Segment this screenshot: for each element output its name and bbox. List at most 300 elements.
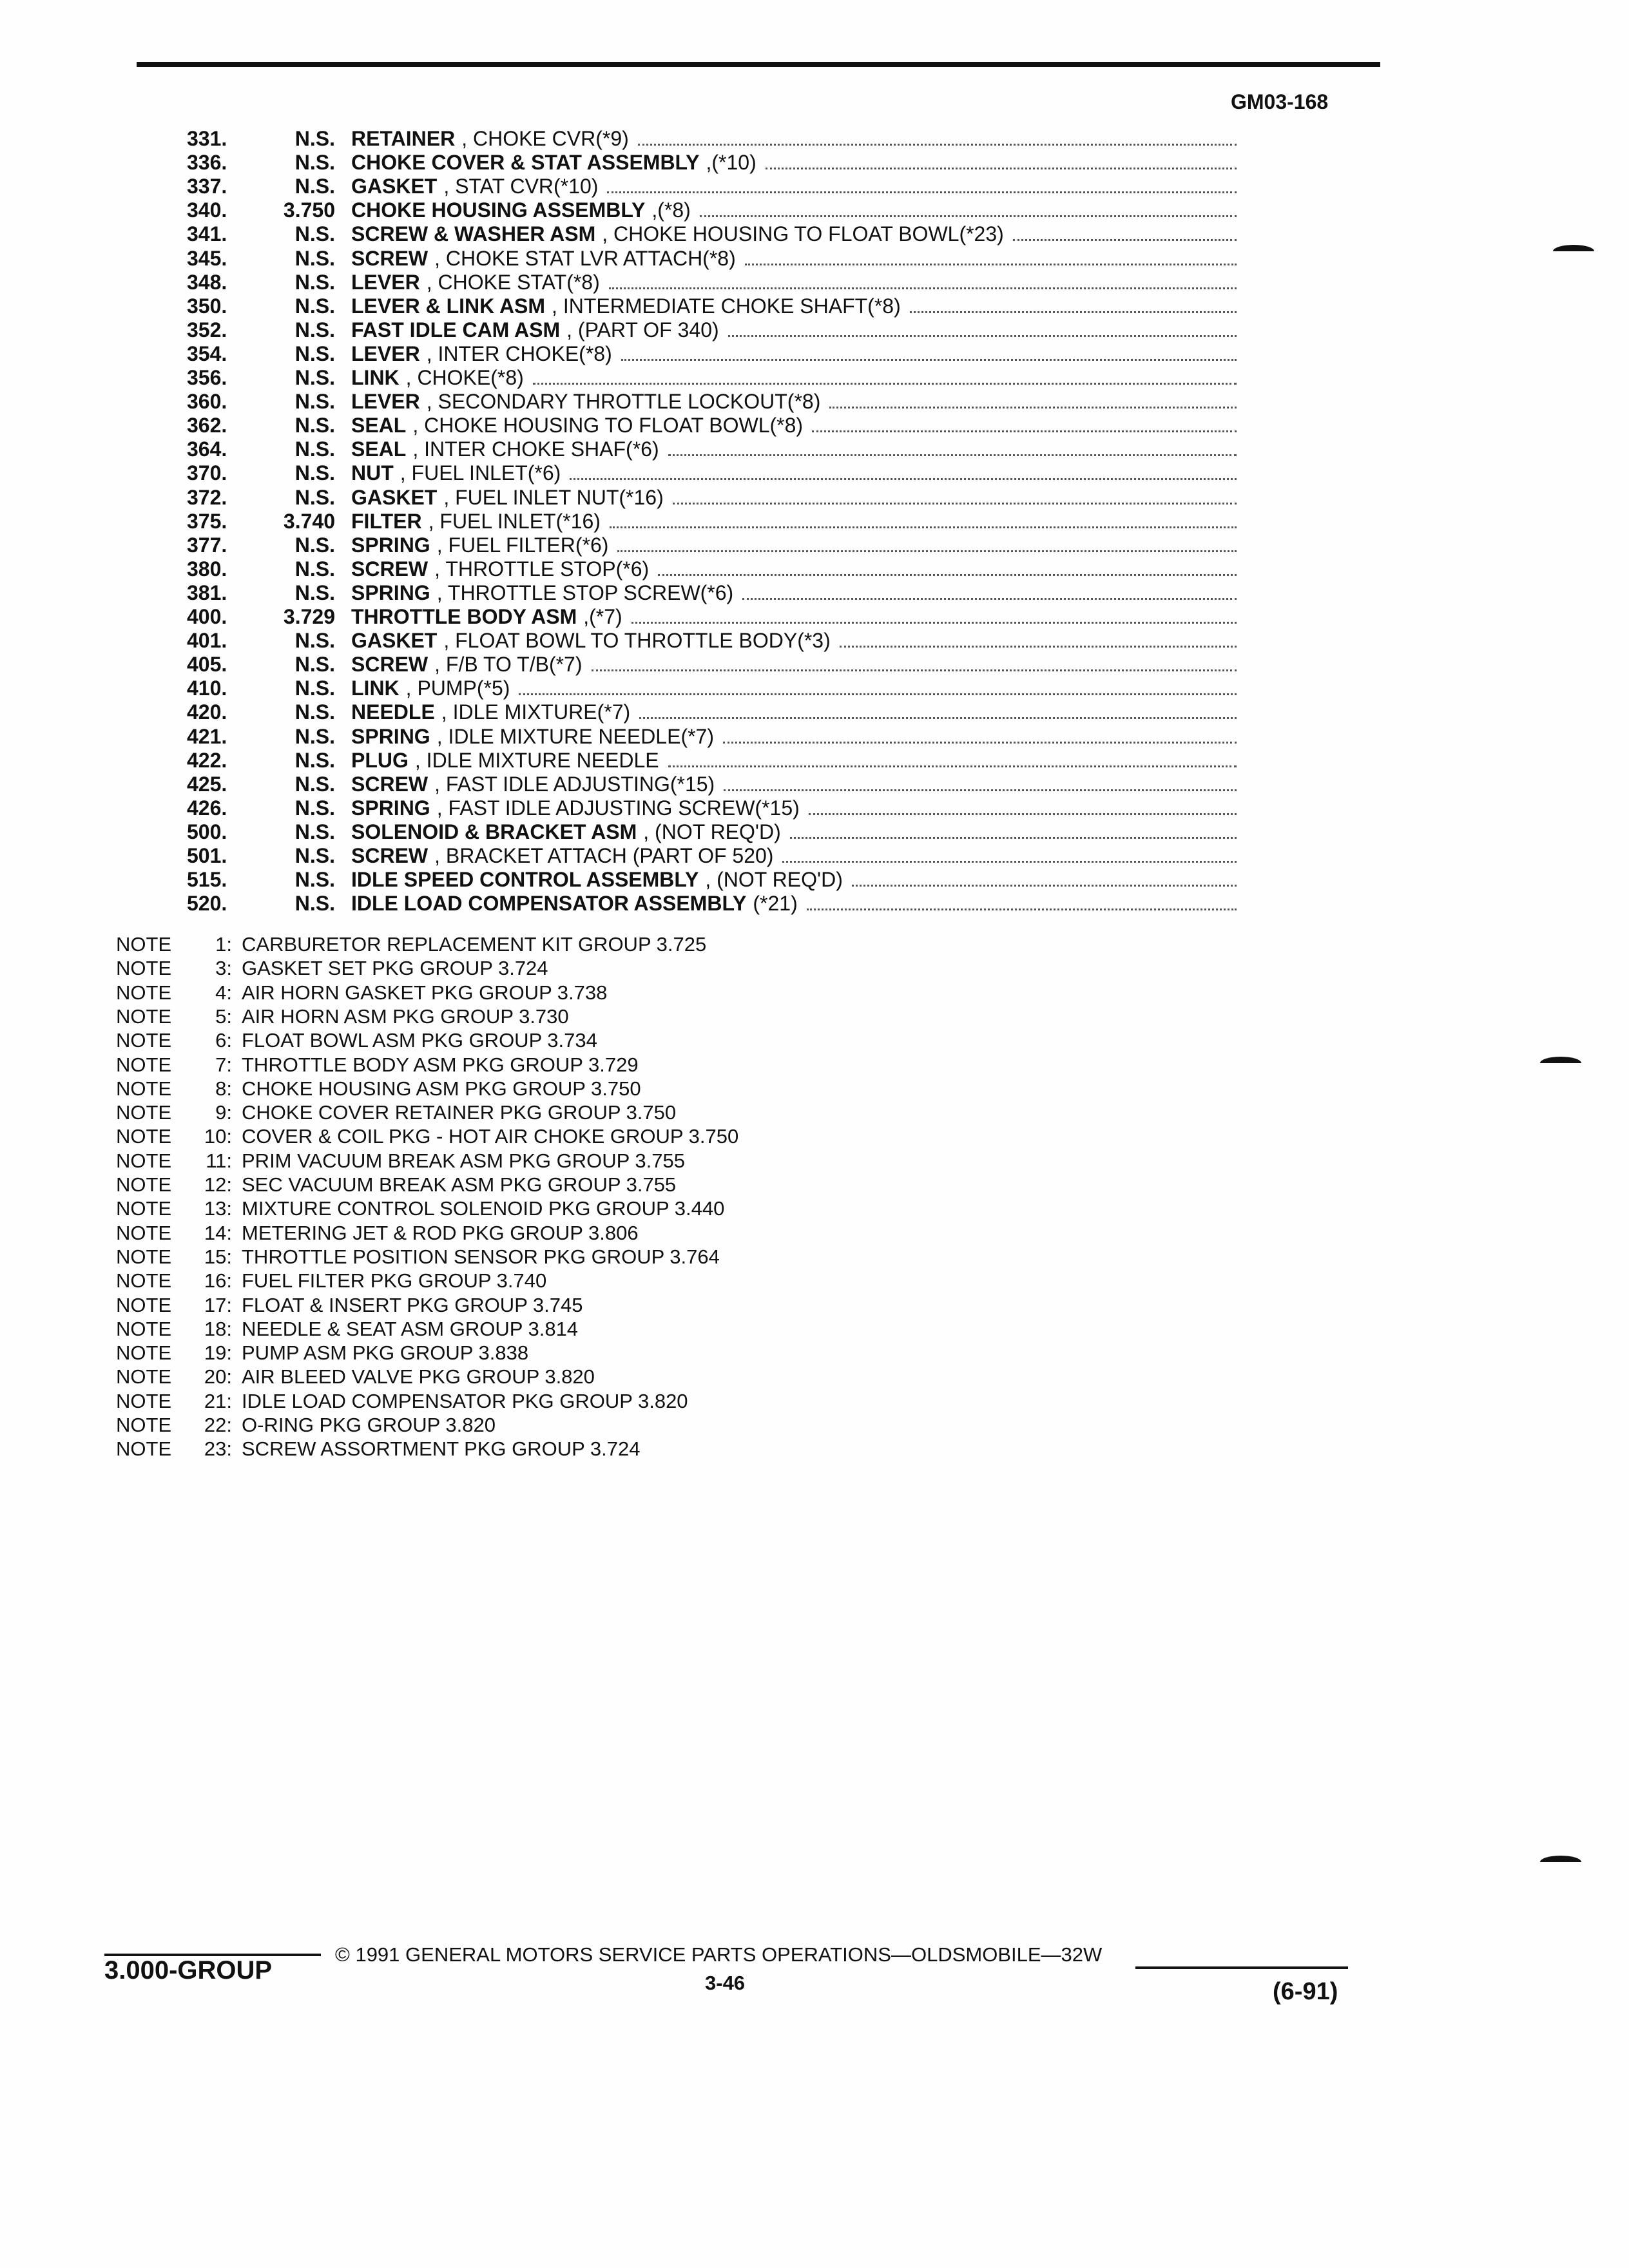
part-name: SCREW [351, 653, 429, 677]
part-group-code: N.S. [294, 222, 335, 246]
part-description [351, 413, 1240, 438]
part-group-code: N.S. [294, 868, 335, 892]
part-row [0, 246, 1629, 271]
note-text: IDLE LOAD COMPENSATOR PKG GROUP 3.820 [242, 1389, 688, 1412]
part-name: IDLE SPEED CONTROL ASSEMBLY [351, 868, 699, 892]
note-text: COVER & COIL PKG - HOT AIR CHOKE GROUP 3.750 [242, 1125, 739, 1148]
part-number: 375. [187, 509, 227, 533]
note-text: THROTTLE POSITION SENSOR PKG GROUP 3.764 [242, 1245, 720, 1268]
part-detail: , FAST IDLE ADJUSTING SCREW(*15) [436, 796, 800, 820]
part-name: SPRING [351, 724, 430, 748]
dot-leader [745, 264, 1237, 265]
part-name: LINK [351, 677, 400, 700]
part-detail: , IDLE MIXTURE NEEDLE(*7) [436, 724, 714, 748]
dot-leader [723, 742, 1237, 744]
part-detail: , STAT CVR(*10) [443, 175, 599, 198]
note-number: 4: [215, 981, 232, 1004]
part-row [0, 604, 1629, 629]
part-row [0, 748, 1629, 773]
part-number: 348. [187, 270, 227, 294]
part-row [0, 628, 1629, 653]
part-number: 380. [187, 557, 227, 581]
note-number: 16: [204, 1269, 232, 1293]
dot-leader [700, 215, 1237, 217]
part-detail: , SECONDARY THROTTLE LOCKOUT(*8) [426, 390, 821, 414]
part-number: 501. [187, 844, 227, 867]
part-row [0, 485, 1629, 510]
part-detail: ,(*7) [583, 605, 622, 628]
part-name: SCREW [351, 772, 429, 796]
note-label: NOTE [116, 1029, 172, 1052]
note-text: NEEDLE & SEAT ASM GROUP 3.814 [242, 1317, 579, 1340]
note-number: 12: [204, 1173, 232, 1196]
part-name: SCREW & WASHER ASM [351, 222, 596, 246]
part-row [0, 413, 1629, 437]
note-text: PRIM VACUUM BREAK ASM PKG GROUP 3.755 [242, 1149, 685, 1172]
part-description [351, 557, 1240, 582]
part-description [351, 700, 1240, 725]
part-group-code: N.S. [294, 341, 335, 365]
dot-leader [617, 550, 1237, 552]
part-detail: , THROTTLE STOP(*6) [434, 557, 650, 581]
dot-leader [1013, 239, 1237, 241]
part-description [351, 270, 1240, 295]
group-label: 3.000-GROUP [104, 1956, 273, 1984]
part-number: 500. [187, 820, 227, 843]
part-description [351, 198, 1240, 223]
part-group-code: N.S. [294, 366, 335, 389]
part-description [351, 796, 1240, 821]
dot-leader [809, 813, 1237, 815]
note-number: 6: [215, 1029, 232, 1052]
part-name: SCREW [351, 557, 429, 581]
part-name: LEVER [351, 341, 420, 365]
part-number: 372. [187, 485, 227, 509]
note-text: GASKET SET PKG GROUP 3.724 [242, 957, 548, 980]
part-group-code: N.S. [294, 294, 335, 318]
part-group-code: N.S. [294, 629, 335, 653]
note-number: 17: [204, 1293, 232, 1316]
part-group-code: N.S. [294, 820, 335, 843]
part-description [351, 581, 1240, 606]
part-number: 356. [187, 366, 227, 389]
part-name: GASKET [351, 485, 438, 509]
part-detail: , CHOKE STAT LVR ATTACH(*8) [434, 246, 736, 270]
part-number: 354. [187, 341, 227, 365]
dot-leader [519, 693, 1237, 695]
part-group-code: N.S. [294, 772, 335, 796]
dot-leader [782, 861, 1237, 863]
part-group-code: N.S. [294, 724, 335, 748]
part-row [0, 533, 1629, 557]
part-name: LEVER [351, 270, 420, 294]
note-text: MIXTURE CONTROL SOLENOID PKG GROUP 3.440 [242, 1197, 725, 1220]
part-name: SEAL [351, 414, 407, 437]
part-row [0, 724, 1629, 749]
part-number: 405. [187, 653, 227, 677]
dot-leader [533, 383, 1237, 385]
note-text: SCREW ASSORTMENT PKG GROUP 3.724 [242, 1437, 641, 1461]
note-text: FLOAT BOWL ASM PKG GROUP 3.734 [242, 1029, 597, 1052]
part-group-code: N.S. [294, 653, 335, 677]
dot-leader [621, 359, 1237, 361]
note-number: 15: [204, 1245, 232, 1268]
top-rule [137, 62, 1380, 67]
note-text: O-RING PKG GROUP 3.820 [242, 1414, 496, 1436]
part-detail: , (NOT REQ'D) [643, 820, 781, 843]
part-group-code: N.S. [294, 151, 335, 175]
part-detail: , CHOKE STAT(*8) [426, 270, 600, 294]
note-number: 13: [204, 1197, 232, 1220]
part-detail: , IDLE MIXTURE(*7) [441, 700, 631, 724]
part-description [351, 461, 1240, 486]
note-text: CARBURETOR REPLACEMENT KIT GROUP 3.725 [242, 933, 707, 956]
dot-leader [592, 669, 1237, 671]
part-name: SEAL [351, 437, 407, 461]
note-text: AIR HORN ASM PKG GROUP 3.730 [242, 1004, 569, 1028]
part-description [351, 318, 1240, 343]
part-name: PLUG [351, 748, 409, 772]
dot-leader [668, 454, 1237, 456]
part-detail: , F/B TO T/B(*7) [434, 653, 583, 677]
dot-leader [766, 168, 1237, 169]
note-number: 9: [215, 1101, 232, 1124]
part-detail: , CHOKE CVR(*9) [461, 127, 629, 150]
part-description [351, 867, 1240, 892]
part-group-code: N.S. [294, 892, 335, 916]
note-text: METERING JET & ROD PKG GROUP 3.806 [242, 1221, 639, 1244]
part-row [0, 270, 1629, 294]
part-detail: , FAST IDLE ADJUSTING(*15) [434, 772, 715, 796]
note-number: 20: [204, 1365, 232, 1389]
part-group-code: 3.740 [283, 509, 335, 533]
part-detail: , FUEL INLET(*6) [400, 461, 561, 485]
part-name: GASKET [351, 629, 438, 653]
note-label: NOTE [116, 1437, 172, 1461]
part-description [351, 820, 1240, 845]
note-number: 18: [204, 1317, 232, 1340]
part-number: 515. [187, 868, 227, 892]
part-name: LEVER & LINK ASM [351, 294, 546, 318]
part-row [0, 389, 1629, 414]
part-name: LEVER [351, 390, 420, 414]
part-row [0, 509, 1629, 533]
part-name: CHOKE HOUSING ASSEMBLY [351, 198, 646, 222]
part-number: 421. [187, 724, 227, 748]
dot-leader [910, 311, 1237, 313]
part-group-code: N.S. [294, 796, 335, 820]
part-number: 362. [187, 414, 227, 437]
note-text: CHOKE COVER RETAINER PKG GROUP 3.750 [242, 1101, 677, 1124]
part-group-code: N.S. [294, 557, 335, 581]
part-row [0, 222, 1629, 246]
part-detail: , (PART OF 340) [566, 318, 719, 341]
note-number: 22: [204, 1414, 232, 1436]
part-description [351, 222, 1240, 247]
note-label: NOTE [116, 957, 172, 980]
note-label: NOTE [116, 1269, 172, 1293]
copyright-line: © 1991 GENERAL MOTORS SERVICE PARTS OPERATIONS—OLDSMOBILE—32W [335, 1943, 1103, 1966]
part-detail: , IDLE MIXTURE NEEDLE [414, 748, 659, 772]
note-text: CHOKE HOUSING ASM PKG GROUP 3.750 [242, 1077, 641, 1100]
part-name: IDLE LOAD COMPENSATOR ASSEMBLY [351, 892, 747, 916]
part-row [0, 150, 1629, 175]
part-row [0, 676, 1629, 700]
note-label: NOTE [116, 1317, 172, 1340]
part-group-code: 3.729 [283, 605, 335, 628]
revision-date: (6-91) [1273, 1978, 1338, 2005]
dot-leader [829, 407, 1237, 408]
part-detail: , PUMP(*5) [405, 677, 510, 700]
note-text: AIR HORN GASKET PKG GROUP 3.738 [242, 981, 608, 1004]
part-group-code: N.S. [294, 485, 335, 509]
part-row [0, 652, 1629, 677]
part-group-code: 3.750 [283, 198, 335, 222]
part-description [351, 174, 1240, 199]
part-row [0, 437, 1629, 461]
note-text: SEC VACUUM BREAK ASM PKG GROUP 3.755 [242, 1173, 677, 1196]
part-detail: , INTER CHOKE(*8) [426, 341, 612, 365]
part-name: SPRING [351, 533, 430, 557]
part-description [351, 294, 1240, 319]
part-description [351, 533, 1240, 558]
note-label: NOTE [116, 981, 172, 1004]
part-number: 360. [187, 390, 227, 414]
part-row [0, 341, 1629, 366]
part-number: 370. [187, 461, 227, 485]
part-name: GASKET [351, 175, 438, 198]
note-number: 23: [204, 1437, 232, 1461]
note-label: NOTE [116, 1197, 172, 1220]
part-number: 337. [187, 175, 227, 198]
part-detail: , FUEL FILTER(*6) [436, 533, 609, 557]
part-name: SCREW [351, 246, 429, 270]
note-label: NOTE [116, 1053, 172, 1076]
part-description [351, 485, 1240, 510]
part-name: FAST IDLE CAM ASM [351, 318, 561, 341]
dot-leader [668, 765, 1237, 767]
note-number: 7: [215, 1053, 232, 1076]
part-name: CHOKE COVER & STAT ASSEMBLY [351, 151, 700, 175]
part-number: 520. [187, 892, 227, 916]
document-code: GM03-168 [1231, 90, 1329, 113]
dot-leader [673, 503, 1237, 505]
part-number: 401. [187, 629, 227, 653]
part-number: 350. [187, 294, 227, 318]
part-name: FILTER [351, 509, 422, 533]
part-description [351, 365, 1240, 390]
dot-leader [639, 717, 1237, 719]
part-detail: , FUEL INLET(*16) [428, 509, 601, 533]
part-detail: ,(*8) [651, 198, 691, 222]
part-row [0, 843, 1629, 868]
part-row [0, 581, 1629, 605]
note-number: 11: [206, 1149, 232, 1172]
part-description [351, 748, 1240, 773]
part-number: 400. [187, 605, 227, 628]
page-number: 3-46 [705, 1972, 746, 1994]
part-group-code: N.S. [294, 844, 335, 867]
part-group-code: N.S. [294, 414, 335, 437]
part-description [351, 389, 1240, 414]
part-number: 422. [187, 748, 227, 772]
part-detail: (*21) [753, 892, 798, 916]
note-label: NOTE [116, 1101, 172, 1124]
dot-leader [724, 789, 1237, 791]
note-label: NOTE [116, 1221, 172, 1244]
dot-leader [631, 622, 1237, 624]
part-row [0, 198, 1629, 222]
part-row [0, 796, 1629, 820]
part-group-code: N.S. [294, 748, 335, 772]
part-description [351, 604, 1240, 629]
note-label: NOTE [116, 1414, 172, 1436]
dot-leader [609, 287, 1237, 289]
note-label: NOTE [116, 1389, 172, 1412]
part-number: 345. [187, 246, 227, 270]
note-text: FUEL FILTER PKG GROUP 3.740 [242, 1269, 547, 1293]
note-number: 14: [204, 1221, 232, 1244]
note-text: AIR BLEED VALVE PKG GROUP 3.820 [242, 1365, 595, 1389]
part-number: 426. [187, 796, 227, 820]
part-number: 340. [187, 198, 227, 222]
dot-leader [840, 646, 1237, 648]
part-row [0, 867, 1629, 892]
note-label: NOTE [116, 1125, 172, 1148]
part-name: SPRING [351, 796, 430, 820]
part-detail: , BRACKET ATTACH (PART OF 520) [434, 844, 774, 867]
dot-leader [812, 430, 1237, 432]
part-description [351, 628, 1240, 653]
footer-rule [1135, 1966, 1348, 1969]
part-row [0, 772, 1629, 796]
part-detail: , (NOT REQ'D) [705, 868, 843, 892]
part-number: 381. [187, 581, 227, 604]
note-number: 1: [215, 933, 232, 956]
part-group-code: N.S. [294, 437, 335, 461]
part-number: 331. [187, 127, 227, 150]
part-description [351, 150, 1240, 175]
part-detail: , INTERMEDIATE CHOKE SHAFT(*8) [552, 294, 901, 318]
part-description [351, 891, 1240, 916]
part-number: 336. [187, 151, 227, 175]
part-group-code: N.S. [294, 318, 335, 341]
part-group-code: N.S. [294, 390, 335, 414]
binder-mark [1540, 1057, 1581, 1063]
part-name: SCREW [351, 844, 429, 867]
part-number: 425. [187, 772, 227, 796]
part-number: 341. [187, 222, 227, 246]
part-detail: , FUEL INLET NUT(*16) [443, 485, 664, 509]
part-detail: , CHOKE HOUSING TO FLOAT BOWL(*23) [602, 222, 1004, 246]
note-number: 3: [215, 957, 232, 980]
part-description [351, 772, 1240, 797]
part-row [0, 318, 1629, 342]
part-group-code: N.S. [294, 175, 335, 198]
part-row [0, 126, 1629, 151]
part-row [0, 174, 1629, 198]
part-description [351, 676, 1240, 701]
dot-leader [728, 335, 1237, 337]
part-name: SOLENOID & BRACKET ASM [351, 820, 637, 843]
note-label: NOTE [116, 1173, 172, 1196]
note-label: NOTE [116, 1341, 172, 1365]
note-label: NOTE [116, 1293, 172, 1316]
note-number: 5: [215, 1004, 232, 1028]
note-text: THROTTLE BODY ASM PKG GROUP 3.729 [242, 1053, 639, 1076]
dot-leader [570, 478, 1237, 480]
part-group-code: N.S. [294, 246, 335, 270]
part-description [351, 843, 1240, 869]
note-number: 8: [215, 1077, 232, 1100]
part-name: NEEDLE [351, 700, 435, 724]
note-label: NOTE [116, 933, 172, 956]
part-detail: , INTER CHOKE SHAF(*6) [412, 437, 659, 461]
note-number: 21: [204, 1389, 232, 1412]
part-description [351, 724, 1240, 749]
part-number: 377. [187, 533, 227, 557]
dot-leader [742, 598, 1237, 600]
part-detail: , THROTTLE STOP SCREW(*6) [436, 581, 734, 604]
part-group-code: N.S. [294, 700, 335, 724]
part-description [351, 341, 1240, 367]
note-text: PUMP ASM PKG GROUP 3.838 [242, 1341, 529, 1365]
part-detail: , FLOAT BOWL TO THROTTLE BODY(*3) [443, 629, 831, 653]
dot-leader [610, 526, 1237, 528]
note-label: NOTE [116, 1365, 172, 1389]
part-group-code: N.S. [294, 270, 335, 294]
note-label: NOTE [116, 1077, 172, 1100]
dot-leader [807, 908, 1237, 910]
part-row [0, 700, 1629, 724]
note-label: NOTE [116, 1149, 172, 1172]
part-group-code: N.S. [294, 127, 335, 150]
part-row [0, 461, 1629, 485]
part-detail: ,(*10) [706, 151, 757, 175]
part-name: NUT [351, 461, 394, 485]
part-number: 364. [187, 437, 227, 461]
part-number: 410. [187, 677, 227, 700]
part-detail: , CHOKE HOUSING TO FLOAT BOWL(*8) [412, 414, 804, 437]
dot-leader [607, 191, 1237, 193]
part-description [351, 509, 1240, 534]
part-group-code: N.S. [294, 533, 335, 557]
part-row [0, 294, 1629, 318]
dot-leader [852, 885, 1237, 887]
part-detail: , CHOKE(*8) [405, 366, 524, 389]
part-description [351, 652, 1240, 677]
part-row [0, 891, 1629, 916]
part-group-code: N.S. [294, 581, 335, 604]
note-number: 10: [204, 1125, 232, 1148]
part-row [0, 557, 1629, 581]
part-group-code: N.S. [294, 677, 335, 700]
part-row [0, 820, 1629, 844]
note-number: 19: [204, 1341, 232, 1365]
part-name: RETAINER [351, 127, 456, 150]
part-name: THROTTLE BODY ASM [351, 605, 577, 628]
part-group-code: N.S. [294, 461, 335, 485]
note-label: NOTE [116, 1245, 172, 1268]
binder-mark [1540, 1856, 1581, 1862]
part-description [351, 246, 1240, 271]
note-text: FLOAT & INSERT PKG GROUP 3.745 [242, 1293, 583, 1316]
dot-leader [658, 574, 1237, 576]
part-row [0, 365, 1629, 390]
part-description [351, 126, 1240, 151]
note-label: NOTE [116, 1004, 172, 1028]
dot-leader [638, 144, 1237, 146]
